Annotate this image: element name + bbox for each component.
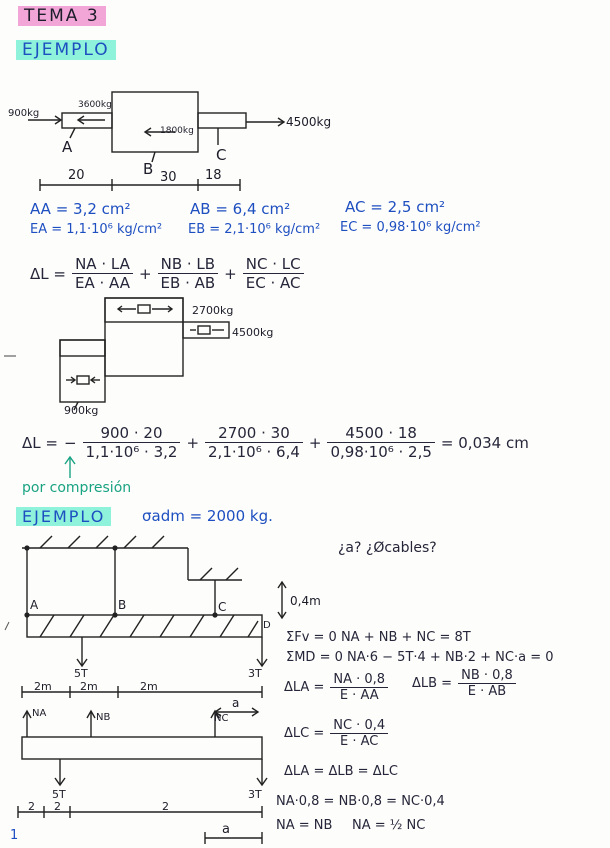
dim-20: 20 xyxy=(68,168,85,183)
result-plus-1: + xyxy=(186,433,200,452)
dlc-lhs: ΔLC = xyxy=(284,726,325,741)
eq-equal-deformations: ΔLA = ΔLB = ΔLC xyxy=(284,764,398,779)
dim-a-bottom: a xyxy=(222,822,230,837)
dim-30: 30 xyxy=(160,170,177,185)
dim-2m-2: 2m xyxy=(80,680,98,693)
formula-t1-den: EA · AA xyxy=(74,274,130,292)
result-term-c xyxy=(327,424,434,461)
ex2-label-d: D xyxy=(263,620,271,631)
eq-na-nc: NA = ½ NC xyxy=(352,818,426,833)
dlc-fraction xyxy=(330,718,388,749)
load-5t-2: 5T xyxy=(52,788,66,801)
dlb-num: NB · 0,8 xyxy=(458,668,516,684)
formula-t1-num: NA · LA xyxy=(72,255,133,274)
dla-num: NA · 0,8 xyxy=(330,672,388,688)
dim-2m-1: 2m xyxy=(34,680,52,693)
result-value: = 0,034 cm xyxy=(440,433,529,452)
fbd-load-4500: 4500kg xyxy=(232,326,274,339)
dim-2m-3: 2m xyxy=(140,680,158,693)
formula-term-c xyxy=(243,255,304,292)
load-top: 3600kg xyxy=(78,100,112,110)
fbd-load-900: 900kg xyxy=(64,404,99,417)
eq-sum-moments: ΣMD = 0 NA·6 − 5T·4 + NB·2 + NC·a = 0 xyxy=(286,650,554,665)
eq-dla xyxy=(284,672,388,703)
modulus-a: EA = 1,1·10⁶ kg/cm² xyxy=(30,222,163,237)
load-3t-2: 3T xyxy=(248,788,262,801)
result-t3-den: 0,98·10⁶ · 2,5 xyxy=(330,443,432,461)
dla-den: E · AA xyxy=(339,688,379,703)
result-t1-den: 1,1·10⁶ · 3,2 xyxy=(85,443,178,461)
dla-lhs: ΔLA = xyxy=(284,680,325,695)
modulus-b: EB = 2,1·10⁶ kg/cm² xyxy=(188,222,321,237)
formula-t3-num: NC · LC xyxy=(243,255,304,274)
area-b: AB = 6,4 cm² xyxy=(190,200,291,218)
load-5t-1: 5T xyxy=(74,667,88,680)
plus-1: + xyxy=(138,264,152,283)
eq-na-nb: NA = NB xyxy=(276,818,333,833)
result-formula xyxy=(22,424,529,461)
plus-2: + xyxy=(224,264,237,283)
formula-t2-den: EB · AB xyxy=(160,274,216,292)
modulus-c: EC = 0,98·10⁶ kg/cm² xyxy=(340,220,481,235)
load-left: 900kg xyxy=(8,108,40,119)
dlb-fraction xyxy=(458,668,516,699)
ejemplo-title-2 xyxy=(16,507,111,526)
ex2-label-a: A xyxy=(30,598,39,612)
result-minus: − xyxy=(63,433,77,452)
eq-dlc xyxy=(284,718,388,749)
label-c: C xyxy=(216,146,227,164)
reaction-na: NA xyxy=(32,708,47,719)
load-mid: 1800kg xyxy=(160,126,194,136)
load-3t-1: 3T xyxy=(248,667,262,680)
result-plus-2: + xyxy=(308,433,322,452)
dim-a-top: a xyxy=(232,696,240,710)
dlc-num: NC · 0,4 xyxy=(330,718,388,734)
area-c: AC = 2,5 cm² xyxy=(345,198,446,216)
dla-fraction xyxy=(330,672,388,703)
result-t2-den: 2,1·10⁶ · 6,4 xyxy=(208,443,300,461)
dim-2-3: 2 xyxy=(162,800,169,813)
result-term-a xyxy=(83,424,181,461)
ejemplo-text-2: EJEMPLO xyxy=(16,507,111,526)
label-b: B xyxy=(143,160,154,178)
formula-term-a xyxy=(72,255,133,292)
sigma-adm: σadm = 2000 kg. xyxy=(142,507,273,525)
result-t3-num: 4500 · 18 xyxy=(327,424,434,443)
result-t2-num: 2700 · 30 xyxy=(205,424,303,443)
formula-lhs: ΔL = xyxy=(30,264,66,283)
eq-sum-forces: ΣFv = 0 NA + NB + NC = 8T xyxy=(286,630,471,645)
question: ¿a? ¿Øcables? xyxy=(338,540,437,556)
tema-text: TEMA 3 xyxy=(18,6,106,26)
fbd-load-2700: 2700kg xyxy=(192,304,234,317)
result-lhs: ΔL = xyxy=(22,433,58,452)
reaction-nb: NB xyxy=(96,712,111,723)
dlb-den: E · AB xyxy=(467,684,507,699)
compression-note: por compresión xyxy=(22,480,132,496)
height-label: 0,4m xyxy=(290,594,321,608)
eq-dlb xyxy=(412,668,516,699)
dlc-den: E · AC xyxy=(340,734,379,749)
dim-18: 18 xyxy=(205,168,222,183)
dlb-lhs: ΔLB = xyxy=(412,676,453,691)
area-a: AA = 3,2 cm² xyxy=(30,200,131,218)
load-right: 4500kg xyxy=(286,115,332,129)
formula-term-b xyxy=(158,255,219,292)
result-term-b xyxy=(205,424,303,461)
page-number: 1 xyxy=(10,828,19,843)
formula-t3-den: EC · AC xyxy=(245,274,301,292)
ex2-label-c: C xyxy=(218,600,227,614)
eq-relation: NA·0,8 = NB·0,8 = NC·0,4 xyxy=(276,794,445,809)
result-t1-num: 900 · 20 xyxy=(83,424,181,443)
ejemplo-text-1: EJEMPLO xyxy=(16,40,116,60)
ex2-label-b: B xyxy=(118,598,127,612)
dim-2-1: 2 xyxy=(28,800,35,813)
dim-2-2: 2 xyxy=(54,800,61,813)
formula-t2-num: NB · LB xyxy=(158,255,219,274)
reaction-nc: NC xyxy=(214,713,229,724)
label-a: A xyxy=(62,138,73,156)
deformation-formula xyxy=(30,255,304,292)
